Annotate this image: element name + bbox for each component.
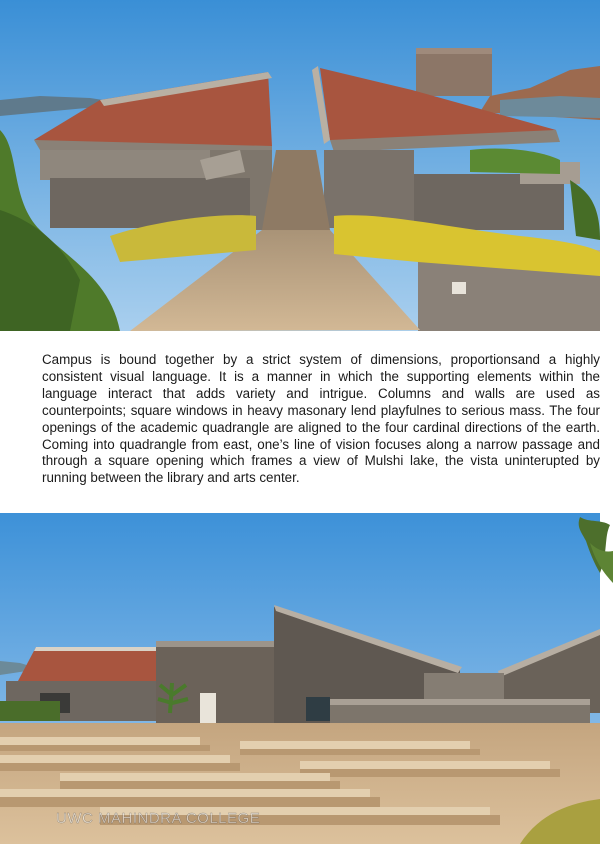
bottom-campus-photo <box>0 513 600 844</box>
photo-caption: UWC MAHINDRA COLLEGE <box>56 810 261 827</box>
top-campus-photo <box>0 0 600 331</box>
article-paragraph: Campus is bound together by a strict system of dimensions, proportionsand a highly consistent visual language. It is a manner in which the supporting elements within the language interact that adds variety and intrigue. Columns and walls are used as counterpoints; square windows in heavy masonary lend playfulnes to serious mass. The four openings of the academic quadrangle are aligned to the four cardinal directions of the earth. Coming into quadrangle from east, one’s line of vision focuses along a narrow passage and through a square opening which frames a view of Mulshi lake, the vista uninterupted by running between the library and arts center. <box>42 352 600 486</box>
bottom-photo-illustration <box>0 513 600 844</box>
overhanging-foliage <box>560 513 613 593</box>
top-photo-illustration <box>0 0 600 331</box>
